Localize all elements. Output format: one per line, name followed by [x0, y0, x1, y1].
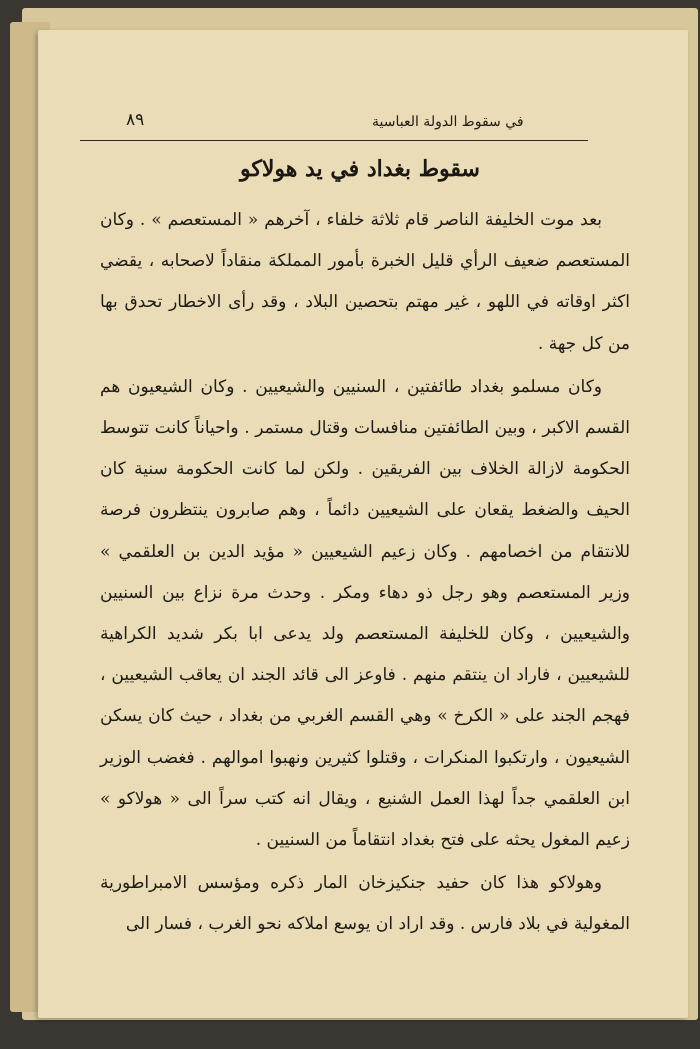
running-header: [80, 104, 588, 141]
page-number: ٨٩: [126, 110, 145, 130]
chapter-title: سقوط بغداد في يد هولاكو: [240, 156, 480, 182]
paragraph-1: بعد موت الخليفة الناصر قام ثلاثة خلفاء ، آخرهم « المستعصم » . وكان المستعصم ضعيف الرأي قليل الخبرة بأمور المملكة منقاداً لاصحابه ، يقضي اكثر اوقاته في اللهو ، غير مهتم بتحصين البلاد ، وقد رأى الاخطار تحدق بها من كل جهة .: [100, 210, 630, 354]
running-title: في سقوط الدولة العباسية: [372, 114, 524, 130]
paragraph-3: وهولاكو هذا كان حفيد جنكيزخان المار ذكره ومؤسس الامبراطورية المغولية في بلاد فارس . وقد اراد ان يوسع املاكه نحو الغرب ، فسار الى: [100, 873, 630, 935]
body-text: [100, 200, 630, 946]
paragraph-2: وكان مسلمو بغداد طائفتين ، السنيين والشيعيين . وكان الشيعيون هم القسم الاكبر ، وبين الطائفتين منافسات وقتال مستمر . واحياناً كانت تتوسط الحكومة لازالة الخلاف بين الفريقين . ولكن لما كانت الحكومة سنية كان الحيف والضغط يقعان على الشيعيين دائماً ، وهم صابرون ينتظرون فرصة للانتقام من اخصامهم . وكان زعيم الشيعيين « مؤيد الدين بن العلقمي » وزير المستعصم وهو رجل ذو دهاء ومكر . وحدث مرة نزاع بين السنيين والشيعيين ، وكان للخليفة المستعصم ولد يدعى ابا بكر شديد الكراهية للشيعيين ، فاراد ان ينتقم منهم . فاوعز الى قائد الجند ان يعاقب الشيعيين ، فهجم الجند على « الكرخ » وهي القسم الغربي من بغداد ، حيث كان يسكن الشيعيون ، وارتكبوا المنكرات ، وقتلوا كثيرين ونهبوا اموالهم . فغضب الوزير ابن العلقمي جداً لهذا العمل الشنيع ، ويقال انه كتب سراً الى « هولاكو » زعيم المغول يحثه على فتح بغداد انتقاماً من السنيين .: [100, 376, 630, 851]
